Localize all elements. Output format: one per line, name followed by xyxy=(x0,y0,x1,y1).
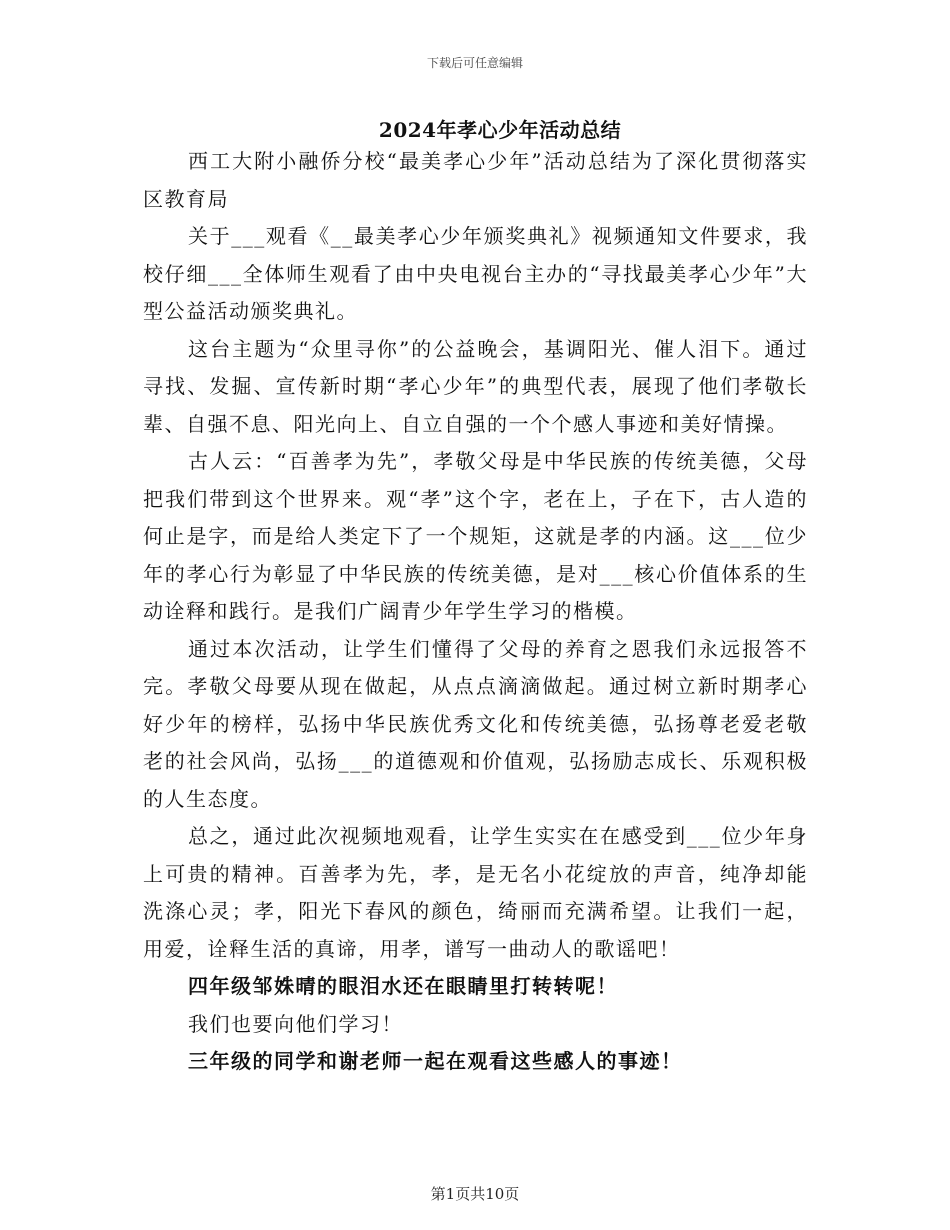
header-note: 下载后可任意编辑 xyxy=(426,56,523,70)
page-number: 第1页共10页 xyxy=(430,1185,520,1203)
paragraph-intro: 西工大附小融侨分校“最美孝心少年”活动总结为了深化贯彻落实区教育局 xyxy=(143,149,808,211)
paragraph-conclusion: 总之，通过此次视频地观看，让学生实实在在感受到___位少年身上可贵的精神。百善孝为先，孝，是无名小花绽放的声音，纯净却能洗涤心灵；孝，阳光下春风的颜色，绮丽而充满希望。让我们一起，用爱，诠释生活的真谛，用孝，谱写一曲动人的歌谣吧！ xyxy=(143,824,808,961)
document-title: 2024年孝心少年活动总结 xyxy=(378,118,622,142)
caption-grade-four: 四年级邹姝晴的眼泪水还在眼睛里打转转呢！ xyxy=(188,974,618,998)
paragraph-theme: 这台主题为“众里寻你”的公益晚会，基调阳光、催人泪下。通过寻找、发掘、宣传新时期“孝心少年”的典型代表，展现了他们孝敬长辈、自强不息、阳光向上、自立自强的一个个感人事迹和美好情操。 xyxy=(143,336,808,436)
paragraph-notice: 关于___观看《__最美孝心少年颁奖典礼》视频通知文件要求，我校仔细___全体师生观看了由中央电视台主办的“寻找最美孝心少年”大型公益活动颁奖典礼。 xyxy=(143,224,808,323)
paragraph-ancients: 古人云：“百善孝为先”，孝敬父母是中华民族的传统美德，父母把我们带到这个世界来。观“孝”这个字，老在上，子在下，古人造的何止是字，而是给人类定下了一个规矩，这就是孝的内涵。这___位少年的孝心行为彰显了中华民族的传统美德，是对___核心价值体系的生动诠释和践行。是我们广阔青少年学生学习的楷模。 xyxy=(143,449,808,623)
paragraph-activity: 通过本次活动，让学生们懂得了父母的养育之恩我们永远报答不完。孝敬父母要从现在做起，从点点滴滴做起。通过树立新时期孝心好少年的榜样，弘扬中华民族优秀文化和传统美德，弘扬尊老爱老敬老的社会风尚，弘扬___的道德观和价值观，弘扬励志成长、乐观积极的人生态度。 xyxy=(143,636,808,811)
document-body xyxy=(143,143,808,1081)
caption-learn: 我们也要向他们学习！ xyxy=(188,1011,403,1036)
caption-grade-three: 三年级的同学和谢老师一起在观看这些感人的事迹！ xyxy=(188,1049,683,1073)
